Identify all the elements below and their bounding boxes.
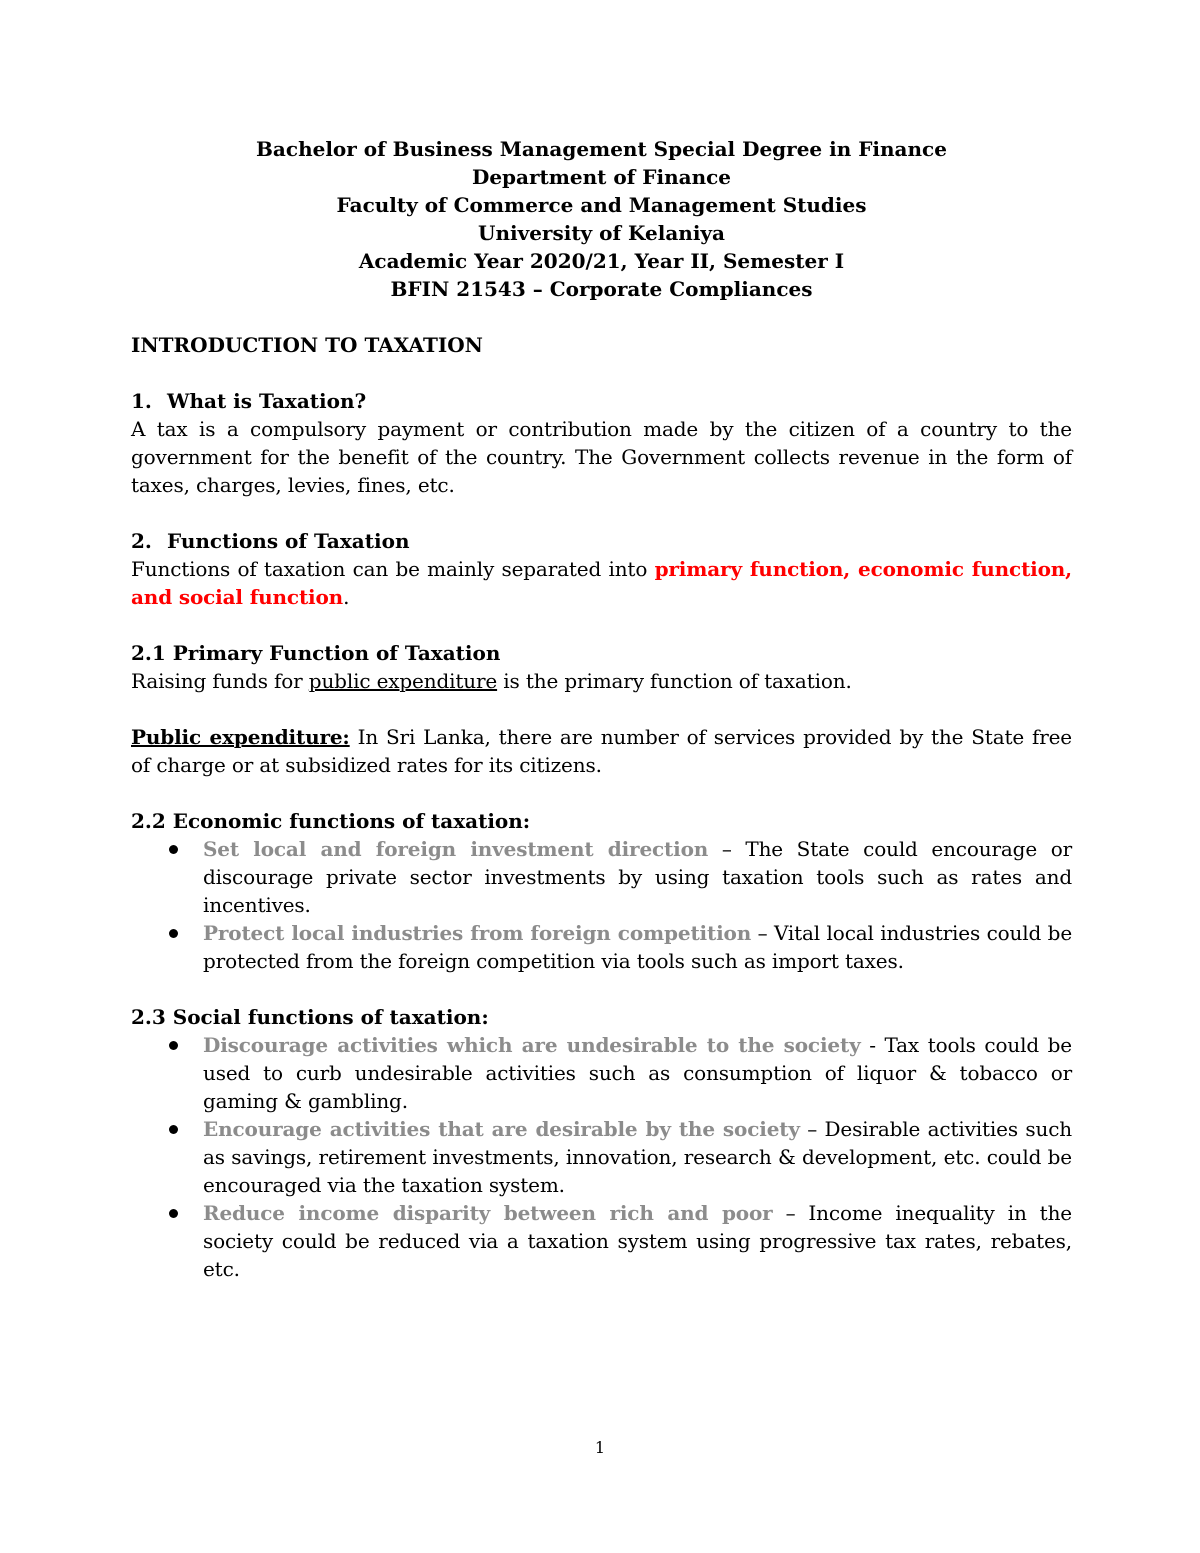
section-2-number: 2. [131,529,152,553]
list-item-text: – Vital local industries could be protected from the foreign competition via tools such as import taxes. [203,921,1073,973]
section-2-title: Functions of Taxation [167,529,410,553]
document-header [131,135,1072,303]
public-expenditure-text: In Sri Lanka, there are number of services provided by the State free of charge or at subsidized rates for its citizens. [131,725,1072,777]
section-1-body: A tax is a compulsory payment or contribution made by the citizen of a country to the government for the benefit of the country. The Government collects revenue in the form of taxes, charges, levies, fines, etc. [131,417,1072,497]
section-2-highlight: primary function, economic function, and social function [131,557,1072,609]
bullet-icon [169,1125,178,1134]
section-1-title: What is Taxation? [167,389,367,413]
section-2-body-end: . [343,585,350,609]
social-functions-list [131,1031,1072,1283]
section-2-body [131,555,1072,611]
bullet-icon [169,1041,178,1050]
list-item-head: Encourage activities that are desirable by the society [203,1117,800,1141]
section-1-number: 1. [131,389,152,413]
list-item [131,1115,1072,1199]
list-item-text: - Tax tools could be used to curb undesirable activities such as consumption of liquor & tobacco or gaming & gambling. [203,1033,1072,1113]
header-course: BFIN 21543 – Corporate Compliances [390,277,813,301]
bullet-icon [169,1209,178,1218]
bullet-icon [169,929,178,938]
bullet-icon [169,845,178,854]
header-faculty: Faculty of Commerce and Management Studies [336,193,867,217]
page-number: 1 [594,1438,606,1457]
section-2-1-text: Raising funds for [131,669,309,693]
list-item [131,1031,1072,1115]
economic-functions-list [131,835,1072,975]
section-2-body-text: Functions of taxation can be mainly separated into [131,557,655,581]
header-department: Department of Finance [471,165,732,189]
section-2-3-title: 2.3 Social functions of taxation: [131,1005,489,1029]
list-item-head: Set local and foreign investment direction [203,837,709,861]
list-item-head: Protect local industries from foreign competition [203,921,752,945]
public-expenditure-term: public expenditure [308,669,498,693]
public-expenditure-label: Public expenditure: [131,725,350,749]
list-item-text: – Desirable activities such as savings, retirement investments, innovation, research & development, etc. could be encouraged via the taxation system. [203,1117,1072,1197]
list-item [131,919,1072,975]
section-1-heading [131,387,1072,415]
list-item [131,835,1072,919]
list-item-text: – Income inequality in the society could be reduced via a taxation system using progressive tax rates, rebates, etc. [203,1201,1072,1281]
public-expenditure-definition [131,723,1072,779]
header-degree: Bachelor of Business Management Special Degree in Finance [256,137,947,161]
header-academic-year: Academic Year 2020/21, Year II, Semester I [358,249,845,273]
intro-title: INTRODUCTION TO TAXATION [131,333,483,357]
list-item [131,1199,1072,1283]
section-2-2-title: 2.2 Economic functions of taxation: [131,809,531,833]
section-2-1-title: 2.1 Primary Function of Taxation [131,641,501,665]
section-2-1-body [131,667,1072,695]
list-item-head: Discourage activities which are undesirable to the society [203,1033,861,1057]
header-university: University of Kelaniya [478,221,725,245]
section-2-heading [131,527,1072,555]
list-item-head: Reduce income disparity between rich and poor [203,1201,773,1225]
section-2-1-text-end: is the primary function of taxation. [497,669,852,693]
list-item-text: – The State could encourage or discourage private sector investments by using taxation tools such as rates and incentives. [203,837,1072,917]
